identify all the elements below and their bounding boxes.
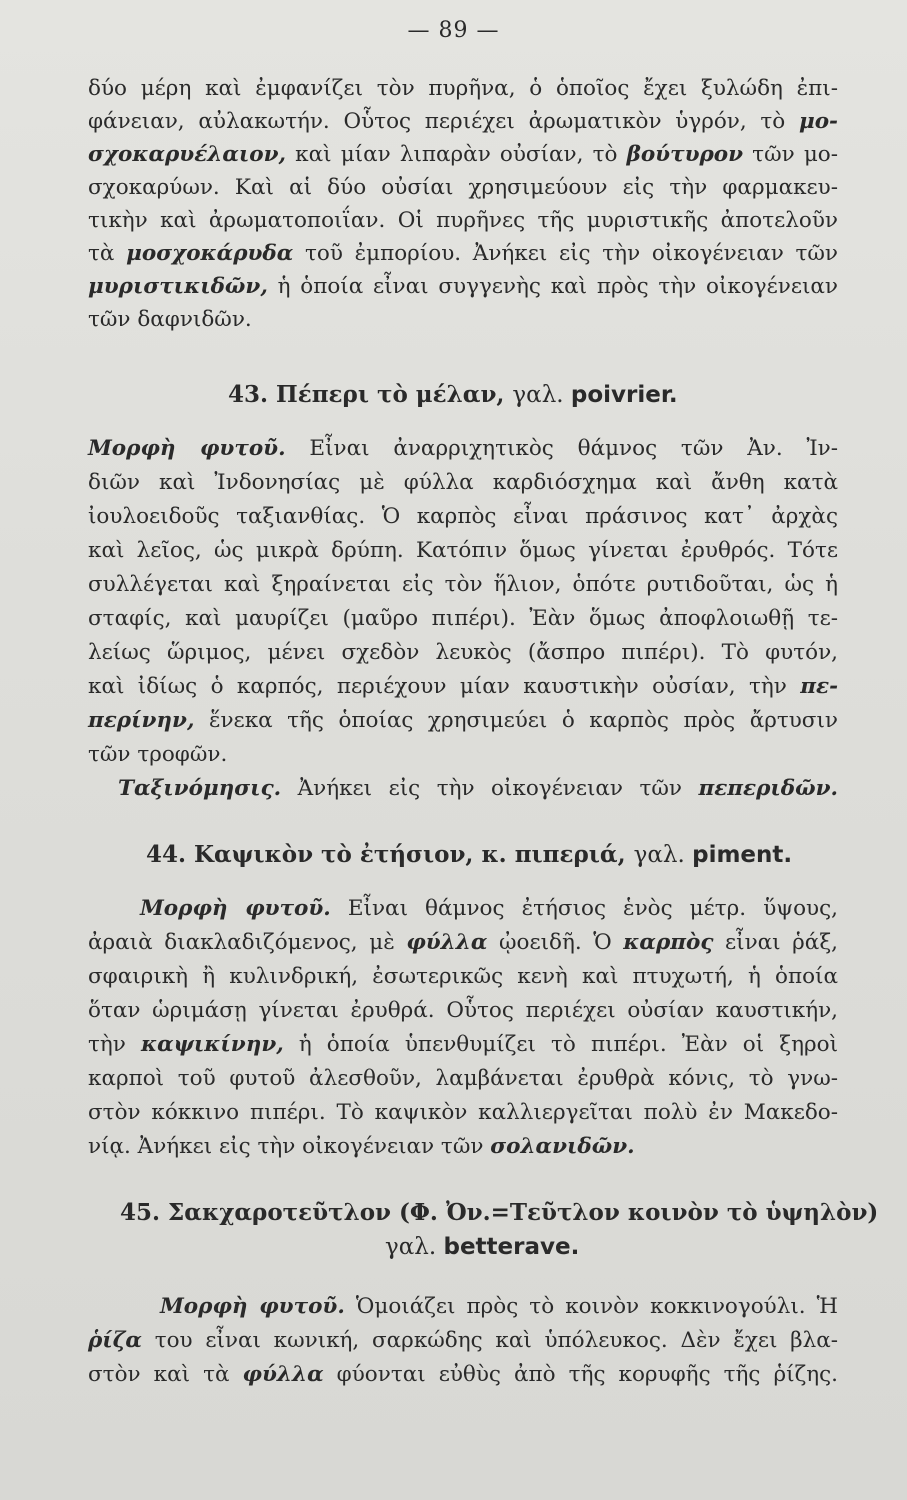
- s43-taxonomy: Ταξινόμησις. Ἀνήκει εἰς τὴν οἰκογένειαν τῶν πεπεριδῶν.: [118, 776, 838, 801]
- term-solanidon: σολανιδῶν.: [490, 1134, 635, 1159]
- term-fylla: φύλλα: [406, 930, 488, 955]
- s45-line-2: ῥίζα του εἶναι κωνική, σαρκώδης καὶ ὑπόλευκος. Δὲν ἔχει βλα-: [88, 1328, 838, 1353]
- term-moschokaryelaion: μο-: [798, 109, 838, 134]
- s43-line-6: σταφίς, καὶ μαυρίζει (μαῦρο πιπέρι). Ἐὰν ὅμως ἀποφλοιωθῇ τε-: [88, 606, 838, 631]
- s43-lead: Μορφὴ φυτοῦ.: [88, 436, 286, 461]
- s44-line-3: σφαιρικὴ ἢ κυλινδρική, ἐσωτερικῶς κενὴ καὶ πτυχωτή, ἡ ὁποία: [88, 964, 838, 989]
- s43-line-10: τῶν τροφῶν.: [88, 742, 228, 767]
- intro-line-2: φάνειαν, αὐλακωτήν. Οὗτος περιέχει ἀρωματικὸν ὑγρόν, τὸ μο-: [88, 109, 838, 134]
- s43-tax-lead: Ταξινόμησις.: [118, 776, 282, 801]
- s43-line-1: Μορφὴ φυτοῦ. Εἶναι ἀναρριχητικὸς θάμνος τῶν Ἀν. Ἰν-: [88, 436, 839, 461]
- term-kapsikini: καψικίνην,: [140, 1032, 284, 1057]
- section-45-heading: 45. Σακχαροτεῦτλον (Φ. Ὀν.=Τεῦτλον κοινὸν τὸ ὑψηλὸν): [120, 1199, 879, 1226]
- term-boutyron: βούτυρον: [626, 142, 744, 167]
- s44-line-8: νίᾳ. Ἀνήκει εἰς τὴν οἰκογένειαν τῶν σολανιδῶν.: [88, 1134, 635, 1159]
- s43-line-3: ἰουλοειδοῦς ταξιανθίας. Ὁ καρπὸς εἶναι πράσινος κατ᾽ ἀρχὰς: [88, 504, 838, 529]
- section-45-subheading: γαλ. betterave.: [385, 1234, 580, 1260]
- s43-line-5: συλλέγεται καὶ ξηραίνεται εἰς τὸν ἥλιον, ὁπότε ρυτιδοῦται, ὡς ἡ: [88, 572, 838, 597]
- s45-line-1: Μορφὴ φυτοῦ. Ὁμοιάζει πρὸς τὸ κοινὸν κοκκινογούλι. Ἡ: [160, 1294, 838, 1319]
- s44-lead: Μορφὴ φυτοῦ.: [140, 896, 331, 921]
- s44-line-4: ὅταν ὡριμάσῃ γίνεται ἐρυθρά. Οὗτος περιέχει οὐσίαν καυστικήν,: [88, 998, 838, 1023]
- term-myristikidon: μυριστικιδῶν,: [88, 274, 268, 299]
- s44-line-6: καρποὶ τοῦ φυτοῦ ἀλεσθοῦν, λαμβάνεται ἐρυθρὰ κόνις, τὸ γνω-: [88, 1066, 838, 1091]
- intro-line-1: δύο μέρη καὶ ἐμφανίζει τὸν πυρῆνα, ὁ ὁποῖος ἔχει ξυλώδη ἐπι-: [88, 76, 838, 101]
- section-43-heading: 43. Πέπερι τὸ μέλαν, γαλ. poivrier.: [228, 381, 678, 408]
- page-number: — 89 —: [407, 18, 500, 43]
- term-peperinin-cont: περίνην,: [88, 708, 195, 733]
- s44-line-1: Μορφὴ φυτοῦ. Εἶναι θάμνος ἐτήσιος ἑνὸς μέτρ. ὕψους,: [140, 896, 839, 921]
- intro-line-6: τὰ μοσχοκάρυδα τοῦ ἐμπορίου. Ἀνήκει εἰς τὴν οἰκογένειαν τῶν: [88, 241, 838, 266]
- term-peperidon: πεπεριδῶν.: [698, 776, 838, 801]
- term-karpos: καρπὸς: [623, 930, 714, 955]
- s43-line-4: καὶ λεῖος, ὡς μικρὰ δρύπη. Κατόπιν ὅμως γίνεται ἐρυθρός. Τότε: [88, 538, 838, 563]
- term-fylla-45: φύλλα: [242, 1362, 324, 1387]
- s43-line-8: καὶ ἰδίως ὁ καρπός, περιέχουν μίαν καυστικὴν οὐσίαν, τὴν πε-: [88, 674, 838, 699]
- s44-line-7: στὸν κόκκινο πιπέρι. Τὸ καψικὸν καλλιεργεῖται πολὺ ἐν Μακεδο-: [88, 1100, 838, 1125]
- s44-line-2: ἀραιὰ διακλαδιζόμενος, μὲ φύλλα ᾠοειδῆ. Ὁ καρπὸς εἶναι ῥάξ,: [88, 930, 839, 955]
- s45-line-3: στὸν καὶ τὰ φύλλα φύονται εὐθὺς ἀπὸ τῆς κορυφῆς τῆς ῥίζης.: [88, 1362, 839, 1387]
- term-riza: ῥίζα: [88, 1328, 142, 1353]
- s43-line-9: περίνην, ἕνεκα τῆς ὁποίας χρησιμεύει ὁ καρπὸς πρὸς ἄρτυσιν: [88, 708, 838, 733]
- section-44-heading: 44. Καψικὸν τὸ ἐτήσιον, κ. πιπεριά, γαλ. piment.: [146, 841, 793, 868]
- intro-line-8: τῶν δαφνιδῶν.: [88, 307, 252, 332]
- intro-line-3: σχοκαρυέλαιον, καὶ μίαν λιπαρὰν οὐσίαν, τὸ βούτυρον τῶν μο-: [88, 142, 838, 167]
- s43-line-7: λείως ὥριμος, μένει σχεδὸν λευκὸς (ἄσπρο πιπέρι). Τὸ φυτόν,: [88, 640, 838, 665]
- intro-line-7: μυριστικιδῶν, ἡ ὁποία εἶναι συγγενὴς καὶ πρὸς τὴν οἰκογένειαν: [88, 274, 838, 299]
- s44-line-5: τὴν καψικίνην, ἡ ὁποία ὑπενθυμίζει τὸ πιπέρι. Ἐὰν οἱ ξηροὶ: [88, 1032, 838, 1057]
- term-peperinin: πε-: [800, 674, 838, 699]
- s43-line-2: διῶν καὶ Ἰνδονησίας μὲ φύλλα καρδιόσχημα καὶ ἄνθη κατὰ: [88, 470, 838, 495]
- s45-lead: Μορφὴ φυτοῦ.: [160, 1294, 345, 1319]
- intro-line-4: σχοκαρύων. Καὶ αἱ δύο οὐσίαι χρησιμεύουν εἰς τὴν φαρμακευ-: [88, 175, 838, 200]
- term-moschokaryda: μοσχοκάρυδα: [126, 241, 294, 266]
- intro-line-5: τικὴν καὶ ἀρωματοποιΐαν. Οἱ πυρῆνες τῆς μυριστικῆς ἀποτελοῦν: [88, 208, 838, 233]
- term-moschokaryelaion-cont: σχοκαρυέλαιον,: [88, 142, 287, 167]
